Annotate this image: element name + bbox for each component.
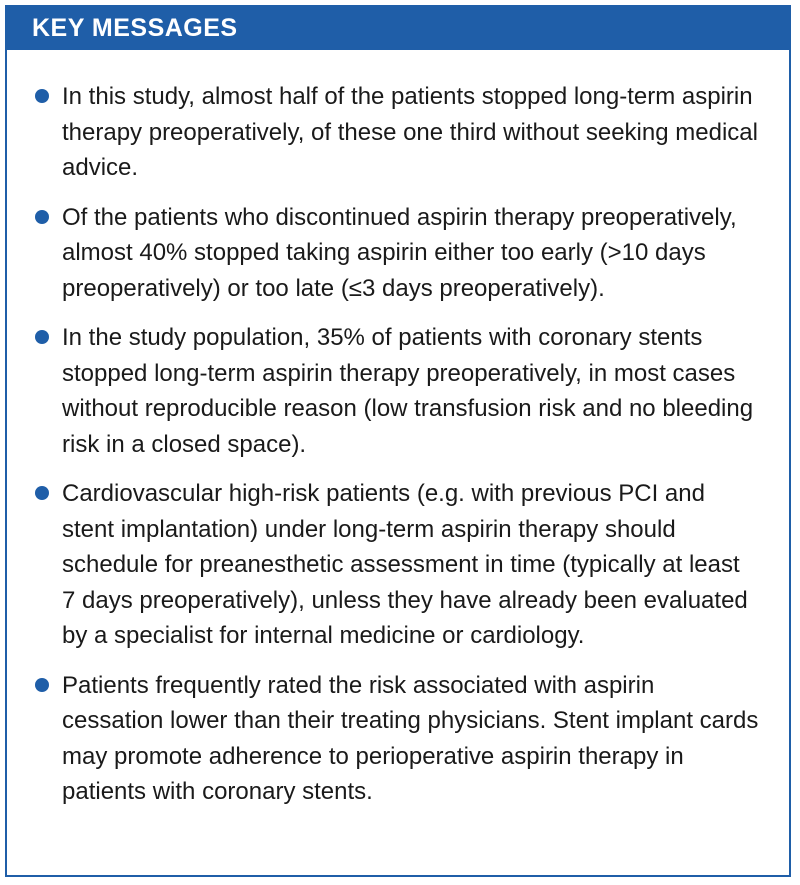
key-messages-box bbox=[5, 5, 791, 877]
key-message-item bbox=[7, 668, 789, 810]
key-message-item bbox=[7, 200, 789, 307]
bullet-dot-icon bbox=[35, 210, 49, 224]
key-message-item bbox=[7, 79, 789, 186]
bullet-dot-icon bbox=[35, 89, 49, 103]
key-message-text: Of the patients who discontinued aspirin therapy preoperatively, almost 40% stopped taking aspirin either too early (>10 days preoperatively) or too late (≤3 days preoperatively). bbox=[62, 203, 737, 302]
key-message-text: Patients frequently rated the risk associated with aspirin cessation lower than their treating physicians. Stent implant cards may promote adherence to perioperative aspirin therapy in patients with coronary stents. bbox=[62, 671, 759, 805]
bullet-dot-icon bbox=[35, 678, 49, 692]
key-message-text: In the study population, 35% of patients with coronary stents stopped long-term aspirin therapy preoperatively, in most cases without reproducible reason (low transfusion risk and no bleeding risk in a closed space). bbox=[62, 324, 754, 458]
key-message-item bbox=[7, 320, 789, 462]
key-messages-title: KEY MESSAGES bbox=[32, 14, 238, 42]
key-messages-list bbox=[7, 79, 789, 824]
key-message-item bbox=[7, 476, 789, 654]
key-message-text: In this study, almost half of the patients stopped long-term aspirin therapy preoperatively, of these one third without seeking medical advice. bbox=[62, 83, 758, 181]
key-messages-header bbox=[7, 7, 789, 50]
key-message-text: Cardiovascular high-risk patients (e.g. with previous PCI and stent implantation) under long-term aspirin therapy should schedule for preanesthetic assessment in time (typically at least 7 days preoperatively), unless they have already been evaluated by a specialist for internal medicine or cardiology. bbox=[62, 480, 748, 649]
bullet-dot-icon bbox=[35, 486, 49, 500]
bullet-dot-icon bbox=[35, 330, 49, 344]
